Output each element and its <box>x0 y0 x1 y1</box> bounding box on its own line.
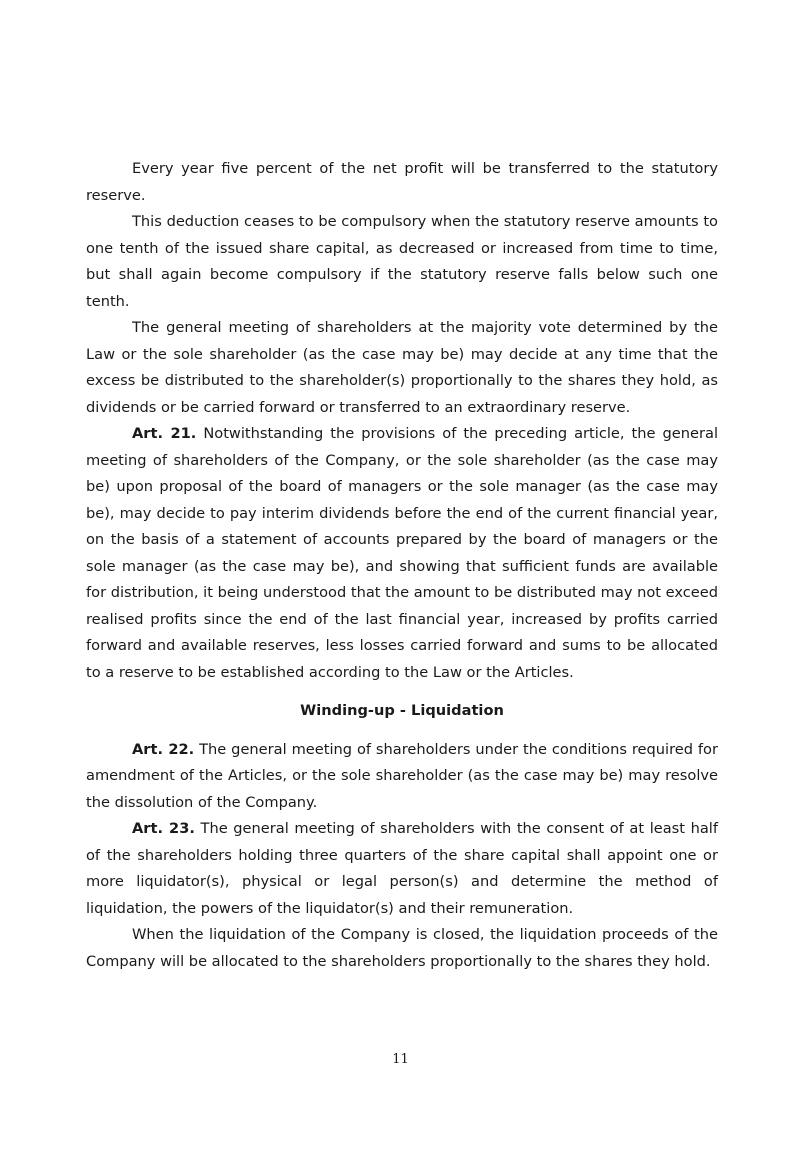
article-23-label: Art. 23. <box>132 820 195 837</box>
article-22-text: The general meeting of shareholders under the conditions required for amendment of the Articles, or the sole shareholder (as the case may be) may resolve the dissolution of the Company. <box>86 740 718 811</box>
article-22-label: Art. 22. <box>132 740 195 758</box>
article-22 <box>86 737 718 817</box>
article-21-text: Notwithstanding the provisions of the preceding article, the general meeting of shareholders of the Company, or the sole shareholder (as the case may be) upon proposal of the board of managers or the sole manager (as the case may be), may decide to pay interim dividends before the end of the current financial year, on the basis of a statement of accounts prepared by the board of managers or the sole manager (as the case may be), and showing that sufficient funds are available for distribution, it being understood that the amount to be distributed may not exceed realised profits since the end of the last financial year, increased by profits carried forward and available reserves, less losses carried forward and sums to be allocated to a reserve to be established according to the Law or the Articles. <box>86 425 719 681</box>
paragraph-deduction-ceases: This deduction ceases to be compulsory when the statutory reserve amounts to one tenth of the issued share capital, as decreased or increased from time to time, but shall again become compulsory if the statutory reserve falls below such one tenth. <box>86 213 718 310</box>
paragraph-general-meeting-excess: The general meeting of shareholders at the majority vote determined by the Law or the sole shareholder (as the case may be) may decide at any time that the excess be distributed to the shareholder(s) proportionally to the shares they hold, as dividends or be carried forward or transferred to an extraordinary reserve. <box>86 319 718 416</box>
article-23-text: The general meeting of shareholders with the consent of at least half of the shareholders holding three quarters of the share capital shall appoint one or more liquidator(s), physical or legal person(s) and determine the method of liquidation, the powers of the liquidator(s) and their remuneration. <box>86 820 718 917</box>
paragraph-statutory-reserve: Every year five percent of the net profit will be transferred to the statutory reserve. <box>86 160 718 204</box>
article-21 <box>86 421 718 686</box>
paragraph-liquidation-proceeds: When the liquidation of the Company is closed, the liquidation proceeds of the Company will be allocated to the shareholders proportionally to the shares they hold. <box>86 926 718 970</box>
document-body <box>86 156 718 975</box>
section-heading: Winding-up - Liquidation <box>300 702 504 719</box>
article-23 <box>86 816 718 922</box>
article-21-label: Art. 21. <box>132 425 197 442</box>
page-number: 11 <box>392 1052 409 1067</box>
